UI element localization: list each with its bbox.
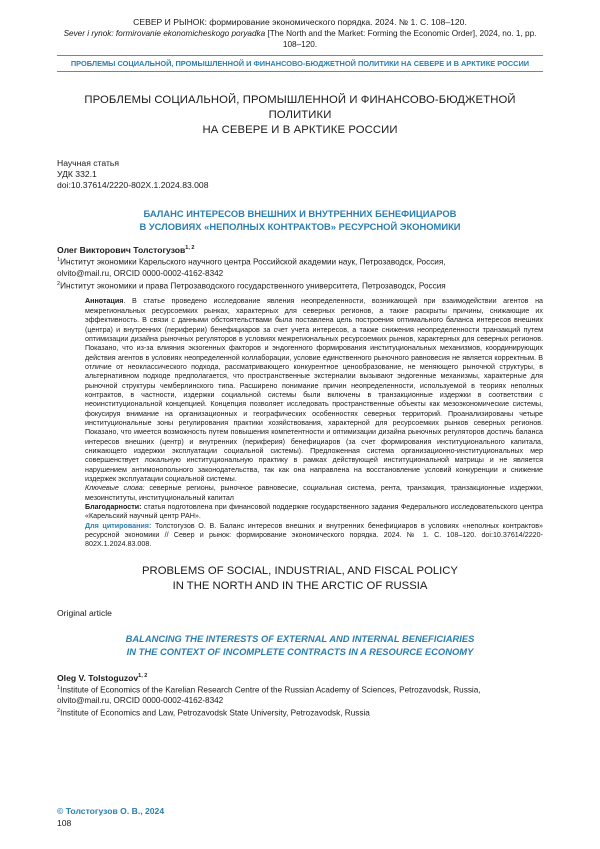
- article-title-en-line1: BALANCING THE INTERESTS OF EXTERNAL AND INTERNAL BENEFICIARIES: [125, 632, 475, 644]
- section-banner: ПРОБЛЕМЫ СОЦИАЛЬНОЙ, ПРОМЫШЛЕННОЙ И ФИНАНСОВО-БЮДЖЕТНОЙ ПОЛИТИКИ НА СЕВЕРЕ И В АРКТИКЕ РОССИИ: [57, 55, 543, 72]
- affiliation-ru-1: [57, 255, 543, 268]
- acknowledgements: [85, 503, 543, 522]
- affil-text: Институт экономики Карельского научного центра Российской академии наук, Петрозаводск, Россия,: [60, 257, 446, 267]
- affil-sup: 1: [57, 684, 61, 691]
- udk-code: УДК 332.1: [57, 169, 97, 179]
- affil-sup: 1: [57, 257, 61, 263]
- article-title-en: [57, 632, 543, 658]
- copyright: © Толстогузов О. В., 2024: [57, 806, 165, 816]
- article-title-ru-line2: В УСЛОВИЯХ «НЕПОЛНЫХ КОНТРАКТОВ» РЕСУРСНОЙ ЭКОНОМИКИ: [139, 221, 461, 232]
- affiliation-en-1: [57, 683, 543, 696]
- journal-citation-en-rest: [The North and the Market: Forming the Economic Order], 2024, no. 1, pp. 108–120.: [265, 29, 537, 49]
- affil-sup: 2: [57, 280, 61, 287]
- section-title-en-line1: PROBLEMS OF SOCIAL, INDUSTRIAL, AND FISCAL POLICY: [142, 564, 458, 577]
- keywords: [85, 484, 543, 503]
- page-footer: [57, 805, 164, 829]
- abstract: [85, 297, 543, 484]
- article-title-ru-line1: БАЛАНС ИНТЕРЕСОВ ВНЕШНИХ И ВНУТРЕННИХ БЕНЕФИЦИАРОВ: [143, 208, 457, 219]
- running-header: [57, 17, 543, 50]
- affil-text: Институт экономики и права Петрозаводского государственного университета, Петрозаводск, Россия: [60, 281, 446, 291]
- author-ru: [57, 245, 543, 255]
- affiliation-ru-1-contact[interactable]: olvito@mail.ru, ORCID 0000-0002-4162-8342: [57, 268, 224, 278]
- section-title-ru-line2: НА СЕВЕРЕ И В АРКТИКЕ РОССИИ: [202, 124, 398, 136]
- citation: [85, 522, 543, 550]
- section-title-en-line2: IN THE NORTH AND IN THE ARCTIC OF RUSSIA: [172, 579, 428, 592]
- affiliation-ru-2: [57, 279, 543, 292]
- author-name-en: Oleg V. Tolstoguzov: [57, 672, 139, 683]
- affiliations-en: [57, 683, 543, 719]
- citation-text: Толстогузов О. В. Баланс интересов внешних и внутренних бенефициаров в условиях «неполных контрактов» ресурсной экономики // Север и рынок: формирование экономического порядка. 2024. № 1. С. 108–120. doi:10.37614/2220-802X.1.2024.83.008.: [85, 521, 543, 549]
- article-page: [57, 0, 543, 719]
- affiliations-ru: [57, 255, 543, 291]
- author-affil-sup-ru: 1, 2: [185, 245, 195, 252]
- abstract-label: Аннотация: [85, 297, 124, 306]
- article-meta: [57, 158, 543, 191]
- keywords-label: Ключевые слова:: [85, 484, 145, 493]
- section-title-ru-line1: ПРОБЛЕМЫ СОЦИАЛЬНОЙ, ПРОМЫШЛЕННОЙ И ФИНАНСОВО-БЮДЖЕТНОЙ ПОЛИТИКИ: [84, 94, 516, 121]
- section-title-ru: [57, 93, 543, 138]
- page-number: 108: [57, 818, 72, 828]
- affil-sup: 2: [57, 708, 61, 715]
- abstract-block: [85, 297, 543, 549]
- affil-text: Institute of Economics and Law, Petrozavodsk State University, Petrozavodsk, Russia: [60, 709, 370, 719]
- author-name-ru: Олег Викторович Толстогузов: [57, 245, 186, 255]
- journal-citation-en: [57, 28, 543, 50]
- affiliation-en-2: [57, 706, 543, 719]
- citation-label: Для цитирования:: [85, 521, 152, 530]
- acknowledgements-label: Благодарности:: [85, 503, 142, 512]
- section-title-en: [57, 564, 543, 594]
- affil-text: Institute of Economics of the Karelian Research Centre of the Russian Academy of Sciences, Petrozavodsk, Russia,: [60, 685, 481, 695]
- journal-name-translit: Sever i rynok: formirovanie ekonomicheskogo poryadka: [63, 29, 266, 38]
- affiliation-en-1-contact[interactable]: olvito@mail.ru, ORCID 0000-0002-4162-8342: [57, 696, 224, 706]
- article-type-en: Original article: [57, 607, 112, 618]
- author-affil-sup-en: 1, 2: [138, 672, 148, 679]
- author-en: [57, 673, 543, 683]
- keywords-text: северные регионы, рыночное равновесие, социальная система, рента, транзакция, транзакционные издержки, мезоинституты, институциональный капитал: [85, 484, 543, 502]
- abstract-text: . В статье проведено исследование явления неопределенности, возникающей при взаимодействии агентов на межрегиональных ресурсоемких рынках, характерных для северных регионов, а также раскрыты причины, снижающие их эффективность. В связи с данными обстоятельствами была поставлена цель построения оптимального баланса интересов внешних (центра) и внутренних (периферии) бенефициаров за счет учета интересов, а также снижения неопределенности транзакций путем оптимизации дизайна рыночных регуляторов в условиях межрегиональных ресурсоемких рынков, характерных для северных регионов. Показано, что из-за влияния экзогенных факторов и эндогенного формирования институциональных механизмов, координирующих действия агентов в условиях неопределенной коллаборации, условие единственного рыночного равновесия не является корректным. В отличие от неоклассического подхода, рассматривающего конкурентное ценообразование, не меняющего рыночной структуры, в альтернативном подходе предполагается, что пространственные экстерналии вызывают эндогенные механизмы, характерные для рыночной структуры чемберлинского типа. Расширено понимание причин неопределенности, используемой в теориях неполных контрактов, в частности, издержки социальной системы были включены в транзакционные издержки в соответствии с неоинституциональной концепцией. Концепция позволяет исследовать пространственные объекты как мезоэкономические системы, фокусируя внимание на организационных и географических особенностях северных территорий. Проанализированы четыре институциональные зоны регулирования практики хозяйствования, характерной для ресурсоемких рынков северных регионов. Показано, что имеется возможность путем повышения компетентности и оптимизации дизайна рыночных регуляторов достичь баланса интересов внешних (центр) и внутренних (периферия) бенефициаров (за счет формирования институционального капитала, снижающего издержки эксплуатации социальной системы). Предложенная система организационно-институциональных мер совершенствует локальную институциональную практику в рамках действующей институциональной матрицы и не является нарушением антимонопольного законодательства, так как она направлена на восстановление условий конкуренции и снижение издержек эксплуатации социальной системы.: [85, 297, 543, 483]
- article-title-en-line2: IN THE CONTEXT OF INCOMPLETE CONTRACTS IN A RESOURCE ECONOMY: [126, 645, 474, 657]
- journal-citation-ru: СЕВЕР И РЫНОК: формирование экономического порядка. 2024. № 1. С. 108–120.: [133, 17, 467, 27]
- doi[interactable]: doi:10.37614/2220-802X.1.2024.83.008: [57, 180, 209, 190]
- article-title-ru: [57, 207, 543, 233]
- acknowledgements-text: статья подготовлена при финансовой поддержке государственного задания Федерального исследовательского центра «Карельский научный центр РАН».: [85, 503, 543, 521]
- article-type: Научная статья: [57, 158, 120, 168]
